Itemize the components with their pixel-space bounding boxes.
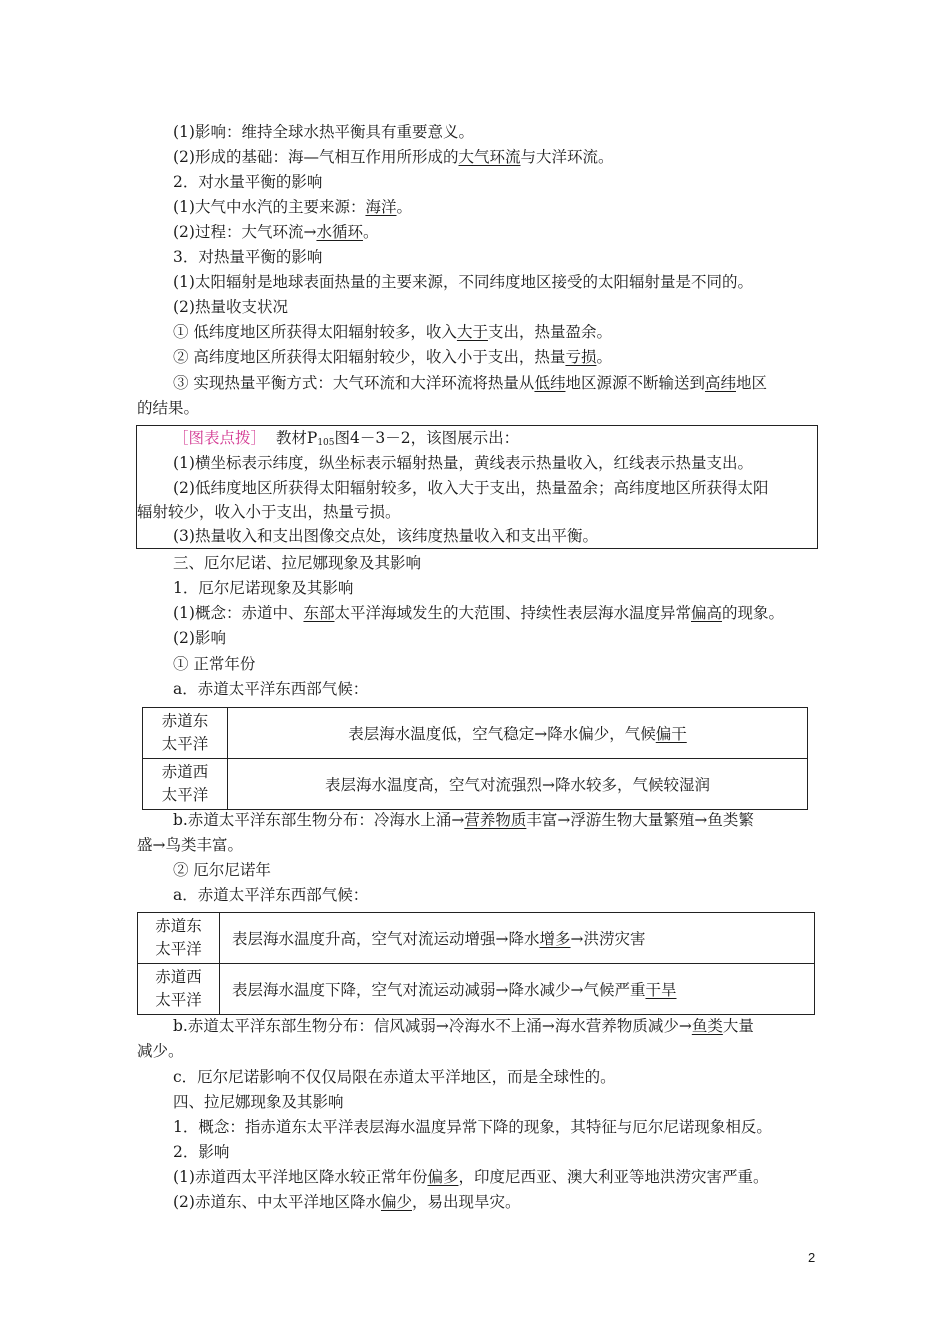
table-cell: 表层海水温度升高，空气对流运动增强→降水增多→洪涝灾害	[220, 913, 815, 964]
paragraph: ① 低纬度地区所获得太阳辐射较多，收入大于支出，热量盈余。	[173, 323, 612, 341]
underlined-term: 偏高	[691, 604, 723, 622]
underlined-term: 大气环流	[458, 148, 521, 166]
el-nino-climate-table	[137, 912, 815, 1015]
chart-tip-line: (2)低纬度地区所获得太阳辐射较多，收入大于支出，热量盈余；高纬度地区所获得太阳	[173, 479, 769, 497]
paragraph: ③ 实现热量平衡方式：大气环流和大洋环流将热量从低纬地区源源不断输送到高纬地区	[173, 374, 767, 392]
paragraph: (2)形成的基础：海—气相互作用所形成的大气环流与大洋环流。	[173, 148, 614, 166]
paragraph: (1)太阳辐射是地球表面热量的主要来源，不同纬度地区接受的太阳辐射量是不同的。	[173, 273, 753, 291]
underlined-term: 偏多	[427, 1168, 459, 1186]
table-cell: 表层海水温度下降，空气对流运动减弱→降水减少→气候严重干旱	[220, 964, 815, 1015]
table-row	[143, 708, 808, 759]
underlined-term: 东部	[303, 604, 335, 622]
table-row	[138, 913, 815, 964]
table-row	[138, 964, 815, 1015]
underlined-term: 鱼类	[691, 1017, 723, 1035]
chart-tip-line: (1)横坐标表示纬度，纵坐标表示辐射热量，黄线表示热量收入，红线表示热量支出。	[173, 454, 753, 472]
paragraph: 1．概念：指赤道东太平洋表层海水温度异常下降的现象，其特征与厄尔尼诺现象相反。	[173, 1118, 772, 1136]
subheading: 2．对水量平衡的影响	[173, 173, 323, 191]
section-heading: 三、厄尔尼诺、拉尼娜现象及其影响	[173, 554, 422, 572]
paragraph: a．赤道太平洋东西部气候：	[173, 886, 369, 904]
paragraph: (1)概念：赤道中、东部太平洋海域发生的大范围、持续性表层海水温度异常偏高的现象。	[173, 604, 785, 622]
underlined-term: 亏损	[565, 348, 597, 366]
paragraph: ① 正常年份	[173, 655, 256, 673]
table-cell-label: 赤道西 太平洋	[138, 964, 220, 1015]
paragraph: (1)影响：维持全球水热平衡具有重要意义。	[173, 123, 474, 141]
table-cell-label: 赤道东 太平洋	[143, 708, 228, 759]
paragraph: ② 高纬度地区所获得太阳辐射较少，收入小于支出，热量亏损。	[173, 348, 612, 366]
paragraph: c．厄尔尼诺影响不仅仅局限在赤道太平洋地区，而是全球性的。	[173, 1068, 616, 1086]
paragraph: 盛→鸟类丰富。	[137, 836, 243, 854]
underlined-term: 偏干	[655, 725, 687, 743]
normal-year-climate-table	[142, 707, 808, 810]
paragraph: ② 厄尔尼诺年	[173, 861, 271, 879]
paragraph: a．赤道太平洋东西部气候：	[173, 680, 369, 698]
section-heading: 四、拉尼娜现象及其影响	[173, 1093, 344, 1111]
subheading: 2．影响	[173, 1143, 230, 1161]
underlined-term: 水循环	[316, 223, 363, 241]
subheading: 3．对热量平衡的影响	[173, 248, 323, 266]
paragraph: (1)赤道西太平洋地区降水较正常年份偏多，印度尼西亚、澳大利亚等地洪涝灾害严重。	[173, 1168, 769, 1186]
underlined-term: 偏少	[380, 1193, 412, 1211]
underlined-term: 干旱	[645, 981, 677, 999]
underlined-term: 增多	[539, 930, 571, 948]
paragraph: (2)热量收支状况	[173, 298, 288, 316]
table-cell: 表层海水温度低，空气稳定→降水偏少，气候偏干	[228, 708, 808, 759]
chart-tip-line: (3)热量收入和支出图像交点处，该纬度热量收入和支出平衡。	[173, 527, 598, 545]
underlined-term: 营养物质	[464, 811, 527, 829]
chart-tip-heading: ［图表点拨］ 教材$P_{105}$图4－3－2，该图展示出：	[173, 429, 520, 448]
paragraph: b.赤道太平洋东部生物分布：信风减弱→冷海水不上涌→海水营养物质减少→鱼类大量	[173, 1017, 754, 1035]
chart-tip-tag: ［图表点拨］	[173, 429, 267, 447]
underlined-term: 高纬	[704, 374, 736, 392]
paragraph: b.赤道太平洋东部生物分布：冷海水上涌→营养物质丰富→浮游生物大量繁殖→鱼类繁	[173, 811, 754, 829]
table-cell-label: 赤道西 太平洋	[143, 759, 228, 810]
paragraph: 减少。	[137, 1042, 184, 1060]
paragraph: (1)大气中水汽的主要来源：海洋。	[173, 198, 412, 216]
subheading: 1．厄尔尼诺现象及其影响	[173, 579, 354, 597]
paragraph: (2)影响	[173, 629, 226, 647]
underlined-term: 低纬	[534, 374, 566, 392]
table-cell: 表层海水温度高，空气对流强烈→降水较多，气候较湿润	[228, 759, 808, 810]
paragraph: (2)赤道东、中太平洋地区降水偏少，易出现旱灾。	[173, 1193, 521, 1211]
paragraph: 的结果。	[137, 399, 200, 417]
underlined-term: 海洋	[365, 198, 397, 216]
paragraph: (2)过程：大气环流→水循环。	[173, 223, 379, 241]
table-row	[143, 759, 808, 810]
page-number: 2	[808, 1250, 816, 1265]
chart-tip-line: 辐射较少，收入小于支出，热量亏损。	[137, 503, 401, 521]
underlined-term: 大于	[456, 323, 488, 341]
table-cell-label: 赤道东 太平洋	[138, 913, 220, 964]
